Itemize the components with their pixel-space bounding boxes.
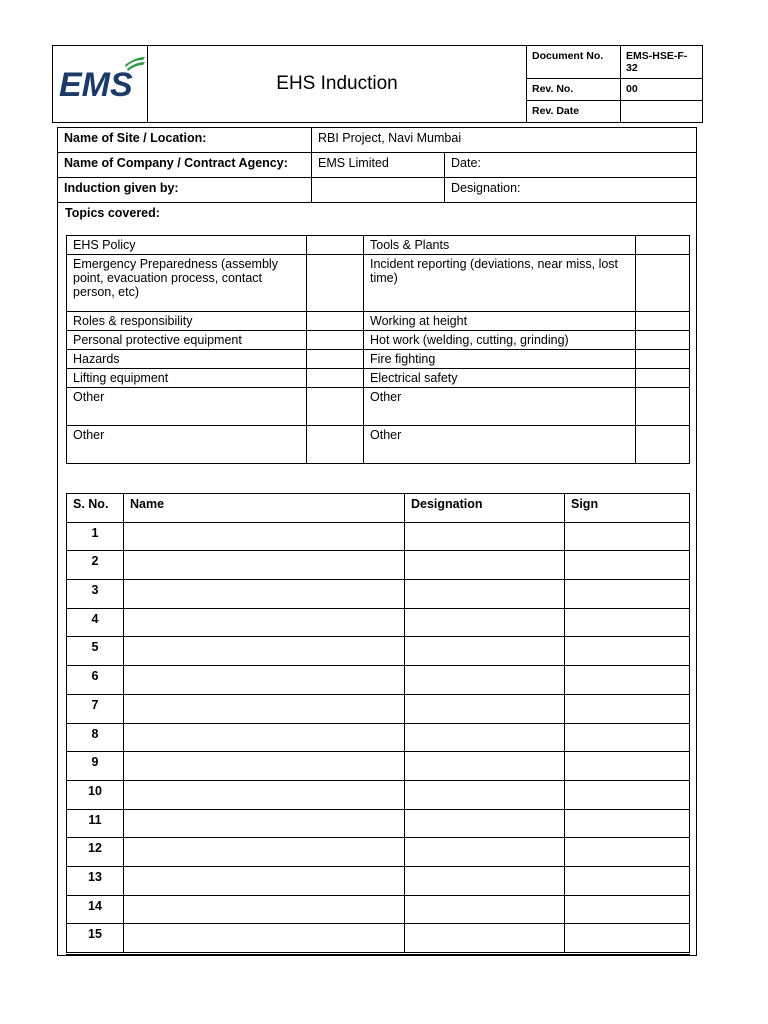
designation-cell[interactable] <box>405 551 565 580</box>
topic-check-right[interactable] <box>636 426 690 464</box>
table-row <box>67 838 690 867</box>
designation-cell[interactable] <box>405 895 565 924</box>
given-by-value[interactable] <box>312 178 445 203</box>
table-row <box>67 895 690 924</box>
name-cell[interactable] <box>124 637 405 666</box>
document-header <box>52 45 703 123</box>
sign-cell[interactable] <box>565 608 690 637</box>
topics-label: Topics covered: <box>65 206 160 220</box>
sign-cell[interactable] <box>565 752 690 781</box>
designation-cell[interactable] <box>405 809 565 838</box>
table-row <box>67 580 690 609</box>
topic-right: Working at height <box>364 312 636 331</box>
topic-check-right[interactable] <box>636 331 690 350</box>
logo-cell <box>53 46 148 123</box>
sign-cell[interactable] <box>565 809 690 838</box>
row-number: 15 <box>67 924 124 953</box>
topic-check-left[interactable] <box>307 388 364 426</box>
topic-check-left[interactable] <box>307 350 364 369</box>
designation-cell[interactable] <box>405 924 565 953</box>
sign-cell[interactable] <box>565 924 690 953</box>
induction-form-box <box>57 127 697 956</box>
row-number: 14 <box>67 895 124 924</box>
row-number: 12 <box>67 838 124 867</box>
topic-right: Fire fighting <box>364 350 636 369</box>
topic-check-left[interactable] <box>307 331 364 350</box>
name-cell[interactable] <box>124 809 405 838</box>
table-row <box>67 694 690 723</box>
table-row <box>67 608 690 637</box>
sign-cell[interactable] <box>565 551 690 580</box>
topic-right: Other <box>364 388 636 426</box>
designation-cell[interactable] <box>405 666 565 695</box>
designation-cell[interactable] <box>405 723 565 752</box>
designation-cell[interactable] <box>405 580 565 609</box>
row-number: 4 <box>67 608 124 637</box>
name-cell[interactable] <box>124 780 405 809</box>
topic-check-right[interactable] <box>636 236 690 255</box>
site-info-table <box>57 127 697 203</box>
designation-cell[interactable] <box>405 838 565 867</box>
name-cell[interactable] <box>124 866 405 895</box>
row-number: 11 <box>67 809 124 838</box>
doc-number-label: Document No. <box>527 46 621 79</box>
designation-cell[interactable] <box>405 608 565 637</box>
table-row <box>67 637 690 666</box>
topic-check-left[interactable] <box>307 312 364 331</box>
date-field[interactable]: Date: <box>445 153 697 178</box>
topic-check-right[interactable] <box>636 388 690 426</box>
name-cell[interactable] <box>124 608 405 637</box>
row-number: 8 <box>67 723 124 752</box>
topic-left: Hazards <box>67 350 307 369</box>
topic-check-left[interactable] <box>307 255 364 312</box>
topic-left: EHS Policy <box>67 236 307 255</box>
table-row <box>67 809 690 838</box>
doc-number-value: EMS-HSE-F-32 <box>621 46 703 79</box>
row-number: 10 <box>67 780 124 809</box>
name-cell[interactable] <box>124 694 405 723</box>
topic-check-right[interactable] <box>636 350 690 369</box>
sign-cell[interactable] <box>565 522 690 551</box>
sign-cell[interactable] <box>565 694 690 723</box>
row-number: 13 <box>67 866 124 895</box>
row-number: 3 <box>67 580 124 609</box>
sign-cell[interactable] <box>565 838 690 867</box>
designation-cell[interactable] <box>405 522 565 551</box>
topics-table <box>66 235 690 464</box>
topic-check-left[interactable] <box>307 426 364 464</box>
company-label: Name of Company / Contract Agency: <box>58 153 312 178</box>
topic-check-left[interactable] <box>307 236 364 255</box>
topic-left: Lifting equipment <box>67 369 307 388</box>
rev-date-label: Rev. Date <box>527 101 621 123</box>
rev-no-label: Rev. No. <box>527 79 621 101</box>
name-cell[interactable] <box>124 723 405 752</box>
topic-check-right[interactable] <box>636 312 690 331</box>
rev-date-value[interactable] <box>621 101 703 123</box>
name-cell[interactable] <box>124 895 405 924</box>
sign-header: Sign <box>565 494 690 523</box>
sno-header: S. No. <box>67 494 124 523</box>
sign-cell[interactable] <box>565 723 690 752</box>
topic-check-right[interactable] <box>636 369 690 388</box>
ems-logo <box>53 51 147 115</box>
table-row <box>67 666 690 695</box>
table-row <box>67 752 690 781</box>
site-label: Name of Site / Location: <box>58 128 312 153</box>
topic-right: Hot work (welding, cutting, grinding) <box>364 331 636 350</box>
name-cell[interactable] <box>124 838 405 867</box>
table-row <box>67 522 690 551</box>
topic-right: Electrical safety <box>364 369 636 388</box>
designation-cell[interactable] <box>405 780 565 809</box>
row-number: 1 <box>67 522 124 551</box>
table-row <box>67 780 690 809</box>
bottom-rule <box>66 954 690 956</box>
document-title: EHS Induction <box>148 46 527 123</box>
designation-cell[interactable] <box>405 694 565 723</box>
given-by-label: Induction given by: <box>58 178 312 203</box>
company-value[interactable]: EMS Limited <box>312 153 445 178</box>
designation-header: Designation <box>405 494 565 523</box>
name-header: Name <box>124 494 405 523</box>
sign-cell[interactable] <box>565 780 690 809</box>
topic-check-right[interactable] <box>636 255 690 312</box>
row-number: 9 <box>67 752 124 781</box>
topic-left: Emergency Preparedness (assembly point, evacuation process, contact person, etc) <box>67 255 307 312</box>
name-cell[interactable] <box>124 752 405 781</box>
attendance-rows <box>67 522 690 952</box>
table-row <box>67 924 690 953</box>
name-cell[interactable] <box>124 666 405 695</box>
topic-left: Other <box>67 388 307 426</box>
name-cell[interactable] <box>124 580 405 609</box>
table-row <box>67 551 690 580</box>
row-number: 5 <box>67 637 124 666</box>
topic-right: Incident reporting (deviations, near miss, lost time) <box>364 255 636 312</box>
sign-cell[interactable] <box>565 637 690 666</box>
logo-text: EMS <box>59 65 133 104</box>
site-value[interactable]: RBI Project, Navi Mumbai <box>312 128 697 153</box>
designation-cell[interactable] <box>405 752 565 781</box>
table-row <box>67 866 690 895</box>
name-cell[interactable] <box>124 924 405 953</box>
attendance-table <box>66 493 690 953</box>
sign-cell[interactable] <box>565 866 690 895</box>
topic-right: Other <box>364 426 636 464</box>
table-row <box>67 723 690 752</box>
topic-left: Other <box>67 426 307 464</box>
row-number: 2 <box>67 551 124 580</box>
sign-cell[interactable] <box>565 666 690 695</box>
designation-cell[interactable] <box>405 637 565 666</box>
topic-right: Tools & Plants <box>364 236 636 255</box>
sign-cell[interactable] <box>565 895 690 924</box>
row-number: 6 <box>67 666 124 695</box>
topic-left: Personal protective equipment <box>67 331 307 350</box>
topic-check-left[interactable] <box>307 369 364 388</box>
topic-left: Roles & responsibility <box>67 312 307 331</box>
name-cell[interactable] <box>124 551 405 580</box>
designation-field[interactable]: Designation: <box>445 178 697 203</box>
designation-cell[interactable] <box>405 866 565 895</box>
sign-cell[interactable] <box>565 580 690 609</box>
row-number: 7 <box>67 694 124 723</box>
rev-no-value: 00 <box>621 79 703 101</box>
name-cell[interactable] <box>124 522 405 551</box>
